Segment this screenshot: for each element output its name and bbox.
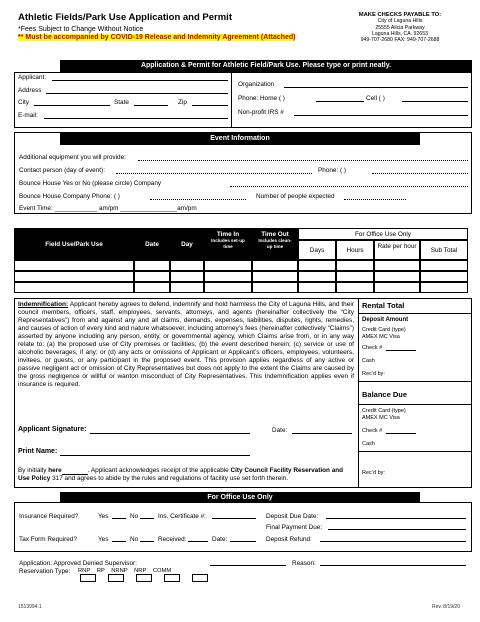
signature-field[interactable] — [90, 425, 250, 434]
contact-field[interactable] — [116, 166, 312, 174]
table-cell[interactable] — [252, 260, 298, 271]
col-field-use: Field Use/Park Use — [14, 228, 134, 260]
document-id: 1513994.1 — [18, 604, 42, 610]
address-field[interactable] — [46, 86, 228, 94]
event-time-label: Event Time: ____________ am/pm ________________am/pm — [19, 205, 197, 212]
checkbox-comm[interactable] — [192, 574, 208, 582]
table-cell[interactable] — [134, 271, 170, 282]
panel-divider — [358, 313, 472, 314]
table-cell[interactable] — [204, 260, 252, 271]
address-label: Address — [18, 87, 42, 94]
event-section-bar: Event Information — [60, 133, 420, 145]
col-time-out — [252, 228, 298, 260]
table-cell[interactable] — [170, 282, 204, 293]
zip-field[interactable] — [192, 98, 228, 106]
signature-date-label: Date: — [272, 427, 288, 434]
col-day: Day — [170, 228, 204, 260]
type-nrp: NRP — [134, 568, 147, 574]
insurance-no-label: No — [130, 513, 139, 520]
type-comm: COMM — [152, 568, 172, 574]
table-cell[interactable] — [336, 282, 374, 293]
payable-line: Laguna Hills, CA. 92653 — [372, 30, 428, 37]
table-cell[interactable] — [14, 260, 134, 271]
type-nrnp: NRNP — [111, 568, 128, 574]
tax-date-field[interactable] — [230, 534, 256, 542]
state-label: State — [114, 99, 129, 106]
table-cell[interactable] — [298, 271, 336, 282]
bounce-company-field[interactable] — [230, 179, 468, 187]
initial-post: 317 and agrees to abide by the rules and regulations of facility use set forth therein. — [50, 474, 288, 482]
table-cell[interactable] — [134, 260, 170, 271]
nonprofit-field[interactable] — [294, 108, 468, 116]
final-payment-field[interactable] — [328, 522, 466, 530]
state-field[interactable] — [134, 98, 168, 106]
table-cell[interactable] — [170, 260, 204, 271]
initial-field[interactable] — [62, 468, 88, 475]
organization-field[interactable] — [284, 80, 468, 88]
home-phone-label: Phone: Home ( ) — [238, 95, 285, 102]
payable-line: City of Laguna Hills — [377, 18, 423, 25]
cell-phone-label: Cell ( ) — [366, 95, 385, 102]
email-field[interactable] — [44, 111, 228, 119]
applicant-label: Applicant: — [18, 74, 47, 81]
col-rate: Rate per hour — [374, 240, 420, 260]
table-cell[interactable] — [374, 282, 420, 293]
contact-label: Contact person (day of event): — [19, 167, 105, 174]
bounce-phone-field[interactable] — [150, 192, 246, 200]
check-label: Check # — [362, 345, 383, 351]
panel-divider — [358, 451, 472, 452]
card-types: AMEX MC Visa — [362, 415, 400, 421]
covid-notice — [18, 34, 295, 41]
received-label: Received: — [158, 536, 187, 543]
initial-mid: . Applicant acknowledges receipt of the applicable — [87, 467, 231, 474]
initial-here: here — [48, 467, 62, 474]
payable-line: 949-707-2680 FAX: 949-707-2688 — [360, 37, 440, 44]
insurance-yes-field[interactable] — [112, 511, 126, 519]
insurance-yes-label: Yes — [98, 513, 109, 520]
email-label: E-mail: — [18, 112, 38, 119]
office-section-bar: For Office Use Only — [60, 492, 420, 503]
bounce-house-label: Bounce House Yes or No (please circle) Company — [19, 180, 162, 187]
type-rnp: RNP — [78, 568, 91, 574]
signature-label: Applicant Signature: — [18, 426, 87, 433]
applicant-divider — [231, 72, 232, 128]
credit-card-label: Credit Card (type) — [362, 327, 406, 333]
payable-line: 25555 Alicia Parkway — [375, 24, 425, 31]
col-days: Days — [298, 240, 336, 260]
payable-heading: MAKE CHECKS PAYABLE TO: — [358, 12, 442, 18]
event-phone-label: Phone: ( ) — [318, 167, 347, 174]
tax-yes-field[interactable] — [112, 534, 126, 542]
reason-label: Reason: — [292, 560, 316, 567]
col-date: Date — [134, 228, 170, 260]
type-rp: RP — [96, 568, 105, 574]
table-cell[interactable] — [336, 260, 374, 271]
deposit-amount-label: Deposit Amount — [362, 317, 409, 323]
home-phone-field[interactable] — [316, 94, 364, 102]
insurance-no-field[interactable] — [140, 511, 154, 519]
tax-date-label: Date: — [212, 536, 228, 543]
application-label: Application: Approved Denied Supervisor: — [19, 560, 137, 567]
rental-total-label: Rental Total — [362, 301, 405, 310]
table-cell[interactable] — [420, 271, 468, 282]
checkbox-nrnp[interactable] — [136, 574, 152, 582]
cash-label: Cash — [362, 358, 375, 364]
reason-field[interactable] — [320, 558, 466, 566]
checkbox-nrp[interactable] — [164, 574, 180, 582]
nonprofit-label: Non-profit IRS # — [238, 109, 284, 116]
reservation-type-label: Reservation Type: — [19, 568, 71, 575]
check-label: Check # — [362, 428, 383, 434]
tax-no-field[interactable] — [140, 534, 154, 542]
supervisor-field[interactable] — [210, 558, 286, 566]
table-cell[interactable] — [204, 271, 252, 282]
organization-label: Organization — [238, 81, 275, 88]
table-cell[interactable] — [420, 282, 468, 293]
final-payment-label: Final Payment Due: — [266, 524, 323, 531]
check-field[interactable] — [386, 343, 416, 351]
time-out-sub: Includes clean-up time — [258, 238, 292, 249]
deposit-refund-label: Deposit Refund: — [266, 536, 312, 543]
time-in-label: Time In — [216, 231, 240, 238]
table-cell[interactable] — [14, 282, 134, 293]
initial-pre: By initially — [18, 467, 49, 474]
credit-card-label: Credit Card (type) — [362, 408, 406, 414]
people-field[interactable] — [344, 192, 406, 200]
tax-yes-label: Yes — [98, 536, 109, 543]
deposit-due-label: Deposit Due Date: — [266, 513, 319, 520]
covid-notice-text: ** Must be accompanied by COVID-19 Release and Indemnity Agreement (Attached) — [18, 34, 296, 41]
revision-date: Rev. 8/19/20 — [432, 604, 460, 610]
indemnification-text: Applicant hereby agrees to defend, indemnify and hold harmless the City of Laguna Hills, and their council members, officers, staff, employees, servants, attorneys, and agents (hereinafter collectively the “City Representatives”) from and against any and all claims, demands, expenses, liabilities, disputes, rights, remedies, and causes of action of every kind and nature whatsoever, including attorney’s fees (hereinafter collectively “Claims”) asserted by anyone including any person, entity, or governmental agency, which Claims arise from, or in any way relate to: (a) the proposed use of City premises or facilities; (b) the event described herein; (c) service or use of alcoholic beverages, if any; or (d) any acts or omissions of Applicant or Applicant’s officers, employees, volunteers, invitees, or guests, or any participant in the proposed event. This provision applies regardless of any active or passive negligent act or omission of City Representatives but does not apply to the extent the Claims are caused by the gross negligence or willful or wanton misconduct of City Representatives. This Indemnification applies even if insurance is required. — [18, 301, 355, 388]
checkbox-rp[interactable] — [108, 574, 124, 582]
card-types: AMEX MC Visa — [362, 334, 400, 340]
applicant-field[interactable] — [52, 73, 228, 81]
received-field[interactable] — [188, 534, 208, 542]
payable-block — [330, 12, 470, 43]
tax-no-label: No — [130, 536, 139, 543]
time-out-label: Time Out — [261, 231, 289, 238]
insurance-label: Insurance Required? — [19, 513, 79, 520]
time-in-sub: Includes set-up time — [211, 238, 245, 249]
deposit-due-field[interactable] — [326, 511, 466, 519]
table-cell[interactable] — [298, 282, 336, 293]
table-cell[interactable] — [170, 271, 204, 282]
table-cell[interactable] — [134, 282, 170, 293]
policy-name: City Council Facility Reservation and Use Policy — [18, 467, 344, 482]
city-label: City — [18, 99, 30, 106]
table-cell[interactable] — [298, 260, 336, 271]
equipment-label: Additional equipment you will provide: — [19, 154, 126, 161]
signature-date-field[interactable] — [292, 425, 352, 434]
panel-divider — [358, 381, 472, 382]
form-title: Athletic Fields/Park Use Application and Permit — [18, 12, 232, 23]
event-phone-field[interactable] — [372, 166, 468, 174]
print-name-label: Print Name: — [18, 448, 58, 455]
bounce-phone-label: Bounce House Company Phone: ( ) — [19, 193, 120, 200]
checkbox-rnp[interactable] — [80, 574, 96, 582]
city-field[interactable] — [34, 98, 110, 106]
table-cell[interactable] — [420, 260, 468, 271]
table-cell[interactable] — [14, 271, 134, 282]
col-time-in — [204, 228, 252, 260]
fee-notice: *Fees Subject to Change Without Notice — [18, 26, 144, 33]
recd-label: Rec’d by: — [362, 371, 385, 377]
print-name-field[interactable] — [60, 447, 250, 456]
people-label: Number of people expected — [256, 193, 335, 200]
zip-label: Zip — [178, 99, 187, 106]
office-use-header: For Office Use Only — [298, 228, 468, 240]
table-cell[interactable] — [374, 260, 420, 271]
cert-label: Ins. Certificate #: — [158, 513, 206, 520]
recd-label: Rec’d by: — [362, 470, 385, 476]
cash-label: Cash — [362, 441, 375, 447]
table-cell[interactable] — [252, 271, 298, 282]
col-hours: Hours — [336, 240, 374, 260]
balance-due-label: Balance Due — [362, 390, 408, 399]
table-cell[interactable] — [336, 271, 374, 282]
indemnification-heading: Indemnification: — [18, 301, 69, 308]
table-cell[interactable] — [374, 271, 420, 282]
indemnification-paragraph — [18, 301, 354, 388]
panel-divider — [358, 404, 472, 405]
tax-form-label: Tax Form Required? — [19, 536, 77, 543]
table-cell[interactable] — [204, 282, 252, 293]
check-field[interactable] — [386, 426, 416, 434]
cell-phone-field[interactable] — [402, 94, 468, 102]
applicant-section-bar: Application & Permit for Athletic Field/Park Use. Please type or print neatly. — [60, 60, 472, 72]
policy-acknowledgement — [18, 467, 354, 482]
equipment-field[interactable] — [138, 153, 468, 161]
cert-field[interactable] — [212, 511, 256, 519]
col-subtotal: Sub Total — [420, 240, 468, 260]
table-cell[interactable] — [252, 282, 298, 293]
deposit-refund-field[interactable] — [320, 534, 466, 542]
